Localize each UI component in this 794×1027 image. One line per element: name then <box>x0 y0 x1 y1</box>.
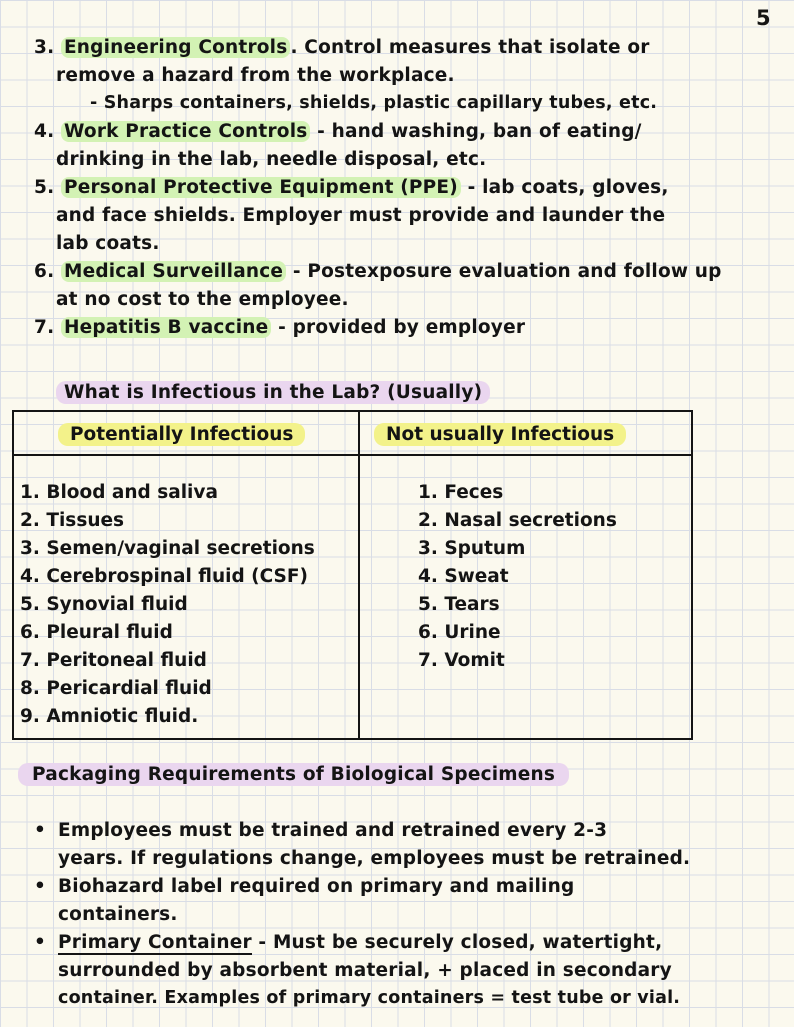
list-item: 5. Synovial fluid <box>20 594 188 615</box>
item-term: Hepatitis B vaccine <box>61 317 271 338</box>
item-number: 5. <box>34 177 55 198</box>
bullet-line: Employees must be trained and retrained every 2-3 <box>58 820 608 841</box>
heading-text: What is Infectious in the Lab? (Usually) <box>56 381 490 404</box>
control-item-continuation: at no cost to the employee. <box>56 289 349 310</box>
bullet-text: - Must be securely closed, watertight, <box>251 932 663 953</box>
item-term: Work Practice Controls <box>61 121 310 142</box>
control-item-continuation: and face shields. Employer must provide and launder the <box>56 205 666 226</box>
item-number: 6. <box>34 261 55 282</box>
list-item: 8. Pericardial fluid <box>20 678 212 699</box>
control-item-continuation: lab coats. <box>56 233 160 254</box>
list-item: 4. Cerebrospinal fluid (CSF) <box>20 566 308 587</box>
list-item: 1. Feces <box>418 482 504 503</box>
bullet-line: Biohazard label required on primary and mailing <box>58 876 575 897</box>
control-item-hepatitis <box>34 317 525 338</box>
item-number: 3. <box>34 37 55 58</box>
heading-text: Packaging Requirements of Biological Specimens <box>18 763 569 786</box>
bullet-glyph: • <box>34 820 47 841</box>
bullet-line: containers. <box>58 904 178 925</box>
bullet-glyph: • <box>34 932 47 953</box>
list-item: 3. Sputum <box>418 538 526 559</box>
bullet-glyph: • <box>34 876 47 897</box>
item-term: Engineering Controls <box>61 37 290 58</box>
bullet-line <box>58 932 662 953</box>
list-item: 4. Sweat <box>418 566 509 587</box>
header-text: Potentially Infectious <box>58 423 305 446</box>
control-item-ppe <box>34 177 669 198</box>
list-item: 6. Pleural fluid <box>20 622 173 643</box>
item-text: . Control measures that isolate or <box>290 37 650 58</box>
header-text: Not usually Infectious <box>374 423 626 446</box>
item-text: - hand washing, ban of eating/ <box>310 121 642 142</box>
infectious-table <box>12 410 693 740</box>
list-item: 7. Vomit <box>418 650 505 671</box>
control-item-engineering <box>34 37 650 58</box>
packaging-heading <box>18 764 569 785</box>
header-divider <box>14 454 691 456</box>
list-item: 6. Urine <box>418 622 501 643</box>
list-item: 2. Tissues <box>20 510 125 531</box>
control-item-continuation: remove a hazard from the workplace. <box>56 65 455 86</box>
control-item-medical <box>34 261 722 282</box>
column-header-not-infectious <box>374 424 626 445</box>
list-item: 7. Peritoneal fluid <box>20 650 207 671</box>
item-number: 7. <box>34 317 55 338</box>
list-item: 3. Semen/vaginal secretions <box>20 538 315 559</box>
control-item-continuation: drinking in the lab, needle disposal, etc. <box>56 149 487 170</box>
item-text: - lab coats, gloves, <box>460 177 669 198</box>
item-text: - provided by employer <box>271 317 526 338</box>
control-item-work-practice <box>34 121 642 142</box>
list-item: 5. Tears <box>418 594 500 615</box>
bullet-line: container. Examples of primary containers = test tube or vial. <box>58 988 681 1008</box>
item-term: Personal Protective Equipment (PPE) <box>61 177 461 198</box>
column-header-potentially-infectious <box>58 424 305 445</box>
column-divider <box>358 412 360 738</box>
item-text: - Postexposure evaluation and follow up <box>286 261 722 282</box>
underlined-term: Primary Container <box>58 932 252 953</box>
list-item: 2. Nasal secretions <box>418 510 617 531</box>
bullet-line: years. If regulations change, employees must be retrained. <box>58 848 691 869</box>
list-item: 9. Amniotic fluid. <box>20 706 199 727</box>
item-term: Medical Surveillance <box>61 261 286 282</box>
control-item-continuation: - Sharps containers, shields, plastic capillary tubes, etc. <box>90 93 658 113</box>
bullet-line: surrounded by absorbent material, + placed in secondary <box>58 960 672 981</box>
page-number: 5 <box>756 6 771 30</box>
infectious-heading <box>56 382 490 403</box>
list-item: 1. Blood and saliva <box>20 482 218 503</box>
item-number: 4. <box>34 121 55 142</box>
